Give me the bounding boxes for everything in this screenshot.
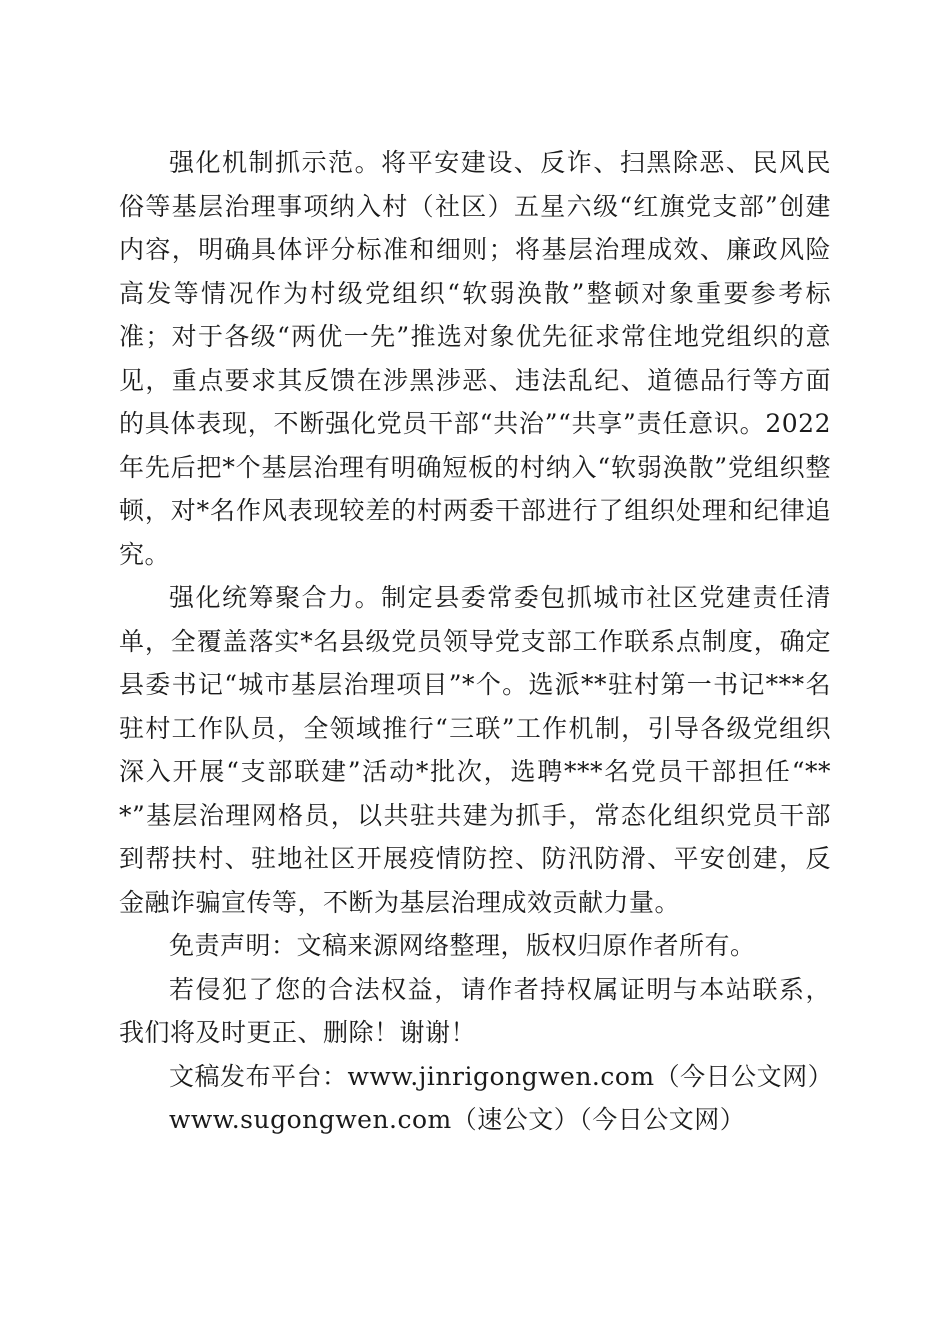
paragraph-disclaimer: 免责声明：文稿来源网络整理，版权归原作者所有。 xyxy=(169,931,756,960)
paragraph-coordination: 强化统筹聚合力。制定县委常委包抓城市社区党建责任清单，全覆盖落实*名县级党员领导党支部工作联系点制度，确定县委书记“城市基层治理项目”*个。选派**驻村第一书记***名驻村工作队员，全领域推行“三联”工作机制，引导各级党组织深入开展“支部联建”活动*批次，选聘***名党员干部担任“***”基层治理网格员，以共驻共建为抓手，常态化组织党员干部到帮扶村、驻地社区开展疫情防控、防汛防滑、平安创建，反金融诈骗宣传等，不断为基层治理成效贡献力量。 xyxy=(119,583,831,917)
paragraph-sugongwen-site: www.sugongwen.com（速公文）（今日公文网） xyxy=(169,1105,746,1134)
paragraph-publish-platform: 文稿发布平台：www.jinrigongwen.com（今日公文网） xyxy=(169,1061,834,1091)
paragraph-infringement-notice: 若侵犯了您的合法权益，请作者持权属证明与本站联系，我们将及时更正、删除！谢谢！ xyxy=(119,974,831,1047)
document-body xyxy=(119,141,834,1142)
paragraph-mechanism: 强化机制抓示范。将平安建设、反诈、扫黑除恶、民风民俗等基层治理事项纳入村（社区）五星六级“红旗党支部”创建内容，明确具体评分标准和细则；将基层治理成效、廉政风险高发等情况作为村级党组织“软弱涣散”整顿对象重要参考标准；对于各级“两优一先”推选对象优先征求常住地党组织的意见，重点要求其反馈在涉黑涉恶、违法乱纪、道德品行等方面的具体表现，不断强化党员干部“共治”“共享”责任意识。2022年先后把*个基层治理有明确短板的村纳入“软弱涣散”党组织整顿，对*名作风表现较差的村两委干部进行了组织处理和纪律追究。 xyxy=(119,148,831,569)
